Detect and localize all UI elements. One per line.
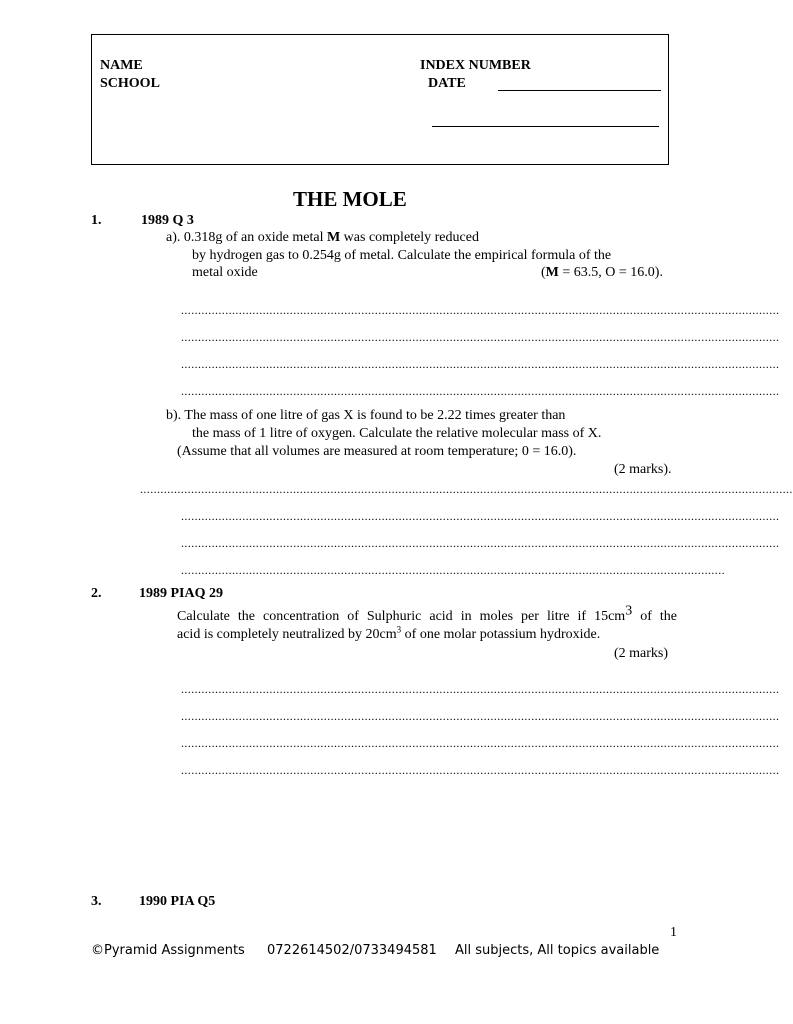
answer-line[interactable]: ................................................................................................................................................................................ bbox=[181, 536, 780, 550]
q1b-line3: (Assume that all volumes are measured at room temperature; 0 = 16.0). bbox=[177, 444, 577, 459]
q3-number: 3. bbox=[91, 894, 102, 909]
q1-number: 1. bbox=[91, 213, 102, 228]
student-details-box bbox=[91, 34, 669, 165]
q2-number: 2. bbox=[91, 586, 102, 601]
answer-line[interactable]: ................................................................................................................................................................................ bbox=[181, 682, 780, 696]
footer-copyright: ©Pyramid Assignments bbox=[91, 943, 245, 958]
answer-line[interactable]: ................................................................................................................................................................................ bbox=[181, 509, 780, 523]
answer-line[interactable]: ................................................................................................................................................................................ bbox=[181, 330, 780, 344]
date-field-line[interactable] bbox=[498, 90, 661, 91]
date-label: DATE bbox=[428, 76, 466, 91]
signature-field-line[interactable] bbox=[432, 126, 659, 127]
page-number: 1 bbox=[670, 925, 677, 940]
q2-line2: acid is completely neutralized by $20cm^3$ of one molar potassium hydroxide. bbox=[177, 624, 601, 642]
footer-phones: 0722614502/0733494581 bbox=[267, 943, 437, 958]
answer-line[interactable]: ................................................................................................................................................................................ bbox=[181, 736, 780, 750]
answer-line[interactable]: ................................................................................................................................................................................ bbox=[181, 384, 780, 398]
q1b-line1: b). The mass of one litre of gas X is found to be 2.22 times greater than bbox=[166, 408, 566, 423]
q1a-line1: a). 0.318g of an oxide metal M was completely reduced bbox=[166, 230, 479, 245]
answer-line[interactable]: ................................................................................................................................................................................ bbox=[181, 357, 780, 371]
footer-tagline: All subjects, All topics available bbox=[455, 943, 660, 958]
q1b-marks: (2 marks). bbox=[614, 462, 672, 477]
answer-line[interactable]: ................................................................................................................................................................................................ bbox=[140, 482, 793, 496]
q2-marks: (2 marks) bbox=[614, 646, 669, 661]
answer-line[interactable]: ................................................................................................................................................................ bbox=[181, 563, 725, 577]
q1b-line2: the mass of 1 litre of oxygen. Calculate the relative molecular mass of X. bbox=[192, 426, 602, 441]
school-label: SCHOOL bbox=[100, 76, 160, 91]
q1a-given-values: (M = 63.5, O = 16.0). bbox=[541, 265, 663, 280]
q1a-line3: metal oxide bbox=[192, 265, 258, 280]
q2-line1: Calculate the concentration of Sulphuric acid in moles per litre if $15cm^3$ of the bbox=[177, 603, 678, 624]
q1a-line2: by hydrogen gas to 0.254g of metal. Calculate the empirical formula of the bbox=[192, 248, 612, 263]
q2-reference: 1989 PIAQ 29 bbox=[139, 586, 223, 601]
page-title: THE MOLE bbox=[293, 187, 407, 211]
index-number-label: INDEX NUMBER bbox=[420, 58, 531, 73]
q1-reference: 1989 Q 3 bbox=[141, 213, 194, 228]
answer-line[interactable]: ................................................................................................................................................................................ bbox=[181, 709, 780, 723]
answer-line[interactable]: ................................................................................................................................................................................ bbox=[181, 763, 780, 777]
answer-line[interactable]: ................................................................................................................................................................................ bbox=[181, 303, 780, 317]
name-label: NAME bbox=[100, 58, 143, 73]
q3-reference: 1990 PIA Q5 bbox=[139, 894, 216, 909]
